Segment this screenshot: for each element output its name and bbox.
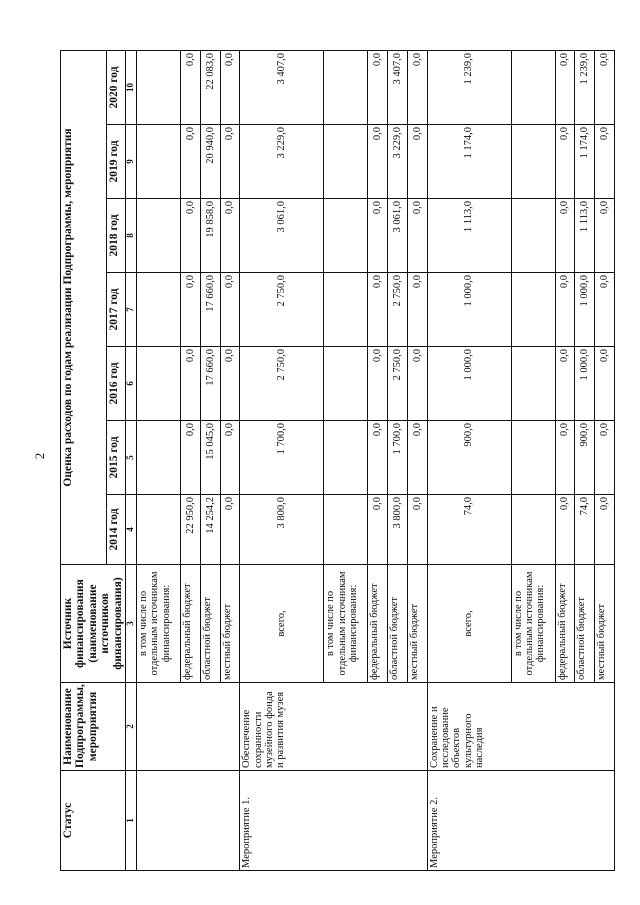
value-cell: 0,0: [595, 273, 615, 347]
value-cell: 0,0: [220, 273, 240, 347]
header-name: Наименование Подпрограммы, мероприятия: [61, 683, 126, 771]
value-cell: 900,0: [575, 421, 595, 495]
value-cell: 0,0: [555, 495, 575, 565]
value-cell: 0,0: [181, 125, 201, 199]
value-cell: 0,0: [595, 421, 615, 495]
value-cell: 1 000,0: [575, 347, 595, 421]
value-cell: 74,0: [427, 495, 511, 565]
event1-status: Мероприятие 1.: [240, 771, 427, 871]
value-cell: 0,0: [220, 199, 240, 273]
value-cell: 3 061,0: [240, 199, 324, 273]
rotated-table-container: [60, 51, 615, 871]
column-numbers-row: [126, 50, 137, 870]
col-number: 9: [126, 125, 137, 199]
value-cell: 20 940,0: [200, 125, 220, 199]
expense-estimate-table: [60, 50, 615, 871]
value-cell: 0,0: [407, 273, 427, 347]
col-number: 10: [126, 50, 137, 124]
value-cell: 0,0: [555, 125, 575, 199]
value-cell: 0,0: [555, 273, 575, 347]
value-cell: 1 174,0: [427, 125, 511, 199]
value-cell: 3 407,0: [240, 50, 324, 124]
event1-name: Обеспечение сохранности музейного фонда и развития музея: [240, 683, 427, 771]
source-regional: областной бюджет: [388, 565, 408, 683]
value-cell: 3 229,0: [388, 125, 408, 199]
col-number: 2: [126, 683, 137, 771]
value-cell: 0,0: [595, 125, 615, 199]
source-local: местный бюджет: [407, 565, 427, 683]
value-cell: 900,0: [427, 421, 511, 495]
value-cell: 2 750,0: [240, 347, 324, 421]
value-cell: 0,0: [368, 273, 388, 347]
value-cell: 3 061,0: [388, 199, 408, 273]
page-number: 2: [32, 452, 47, 460]
col-number: 3: [126, 565, 137, 683]
year-2018: 2018 год: [107, 199, 126, 273]
value-cell: 0,0: [220, 421, 240, 495]
value-cell: 1 000,0: [427, 347, 511, 421]
value-cell: 0,0: [595, 199, 615, 273]
table-row: [240, 50, 324, 870]
value-cell: 0,0: [220, 495, 240, 565]
value-cell: 0,0: [368, 421, 388, 495]
value-cell: 0,0: [368, 199, 388, 273]
year-2014: 2014 год: [107, 495, 126, 565]
value-cell: 22 083,0: [200, 50, 220, 124]
value-cell: 0,0: [407, 125, 427, 199]
value-cell: 3 407,0: [388, 50, 408, 124]
value-cell: 0,0: [407, 495, 427, 565]
source-local: местный бюджет: [595, 565, 615, 683]
value-cell: 19 858,0: [200, 199, 220, 273]
source-incl: в том числе по отдельным источникам финансирования:: [511, 565, 555, 683]
value-cell: 1 113,0: [575, 199, 595, 273]
value-cell: 0,0: [407, 199, 427, 273]
value-cell: 1 113,0: [427, 199, 511, 273]
value-cell: 17 660,0: [200, 347, 220, 421]
value-cell: 0,0: [220, 50, 240, 124]
source-regional: областной бюджет: [200, 565, 220, 683]
year-2020: 2020 год: [107, 50, 126, 124]
header-row: [61, 50, 107, 870]
value-cell: 2 750,0: [388, 347, 408, 421]
value-cell: 0,0: [407, 50, 427, 124]
value-cell: 0,0: [595, 347, 615, 421]
col-number: 1: [126, 771, 137, 871]
value-cell: 0,0: [368, 125, 388, 199]
value-cell: 0,0: [220, 125, 240, 199]
source-federal: федеральный бюджет: [555, 565, 575, 683]
value-cell: 2 750,0: [240, 273, 324, 347]
event2-name: Сохранение и исследование объектов культурного наследия: [427, 683, 614, 771]
value-cell: 0,0: [181, 50, 201, 124]
value-cell: 74,0: [575, 495, 595, 565]
year-2015: 2015 год: [107, 421, 126, 495]
source-total: всего,: [240, 565, 324, 683]
value-cell: 0,0: [181, 347, 201, 421]
value-cell: 0,0: [595, 50, 615, 124]
source-total: всего,: [427, 565, 511, 683]
table-row: [137, 50, 181, 870]
value-cell: 0,0: [555, 50, 575, 124]
value-cell: 3 229,0: [240, 125, 324, 199]
col-number: 8: [126, 199, 137, 273]
col-number: 5: [126, 421, 137, 495]
col-number: 4: [126, 495, 137, 565]
value-cell: 3 800,0: [240, 495, 324, 565]
header-status: Статус: [61, 771, 126, 871]
value-cell: 1 239,0: [575, 50, 595, 124]
value-cell: 15 045,0: [200, 421, 220, 495]
value-cell: 1 174,0: [575, 125, 595, 199]
value-cell: 17 660,0: [200, 273, 220, 347]
name-cell: [137, 683, 240, 771]
value-cell: 0,0: [220, 347, 240, 421]
value-cell: 2 750,0: [388, 273, 408, 347]
value-cell: 0,0: [407, 347, 427, 421]
value-cell: 0,0: [555, 347, 575, 421]
source-incl: в том числе по отдельным источникам финансирования:: [324, 565, 368, 683]
header-estimate: Оценка расходов по годам реализации Подпрограммы, мероприятия: [61, 50, 107, 564]
year-2017: 2017 год: [107, 273, 126, 347]
value-cell: 1 000,0: [427, 273, 511, 347]
value-cell: 0,0: [368, 50, 388, 124]
value-cell: 0,0: [368, 347, 388, 421]
source-regional: областной бюджет: [575, 565, 595, 683]
value-cell: 1 700,0: [240, 421, 324, 495]
col-number: 6: [126, 347, 137, 421]
value-cell: 0,0: [555, 421, 575, 495]
value-cell: 0,0: [595, 495, 615, 565]
source-federal: федеральный бюджет: [181, 565, 201, 683]
value-cell: 1 700,0: [388, 421, 408, 495]
value-cell: 3 800,0: [388, 495, 408, 565]
header-source: Источник финансирования (наименование источников финансирования): [61, 565, 126, 683]
value-cell: 1 239,0: [427, 50, 511, 124]
value-cell: 22 950,0: [181, 495, 201, 565]
value-cell: 0,0: [407, 421, 427, 495]
year-2016: 2016 год: [107, 347, 126, 421]
value-cell: 0,0: [368, 495, 388, 565]
source-incl: в том числе по отдельным источникам финансирования:: [137, 565, 181, 683]
value-cell: 1 000,0: [575, 273, 595, 347]
table-row: [427, 50, 511, 870]
event2-status: Мероприятие 2.: [427, 771, 614, 871]
value-cell: 0,0: [555, 199, 575, 273]
source-federal: федеральный бюджет: [368, 565, 388, 683]
source-local: местный бюджет: [220, 565, 240, 683]
value-cell: 0,0: [181, 273, 201, 347]
value-cell: 0,0: [181, 421, 201, 495]
value-cell: 0,0: [181, 199, 201, 273]
status-cell: [137, 771, 240, 871]
value-cell: 14 254,2: [200, 495, 220, 565]
year-2019: 2019 год: [107, 125, 126, 199]
col-number: 7: [126, 273, 137, 347]
